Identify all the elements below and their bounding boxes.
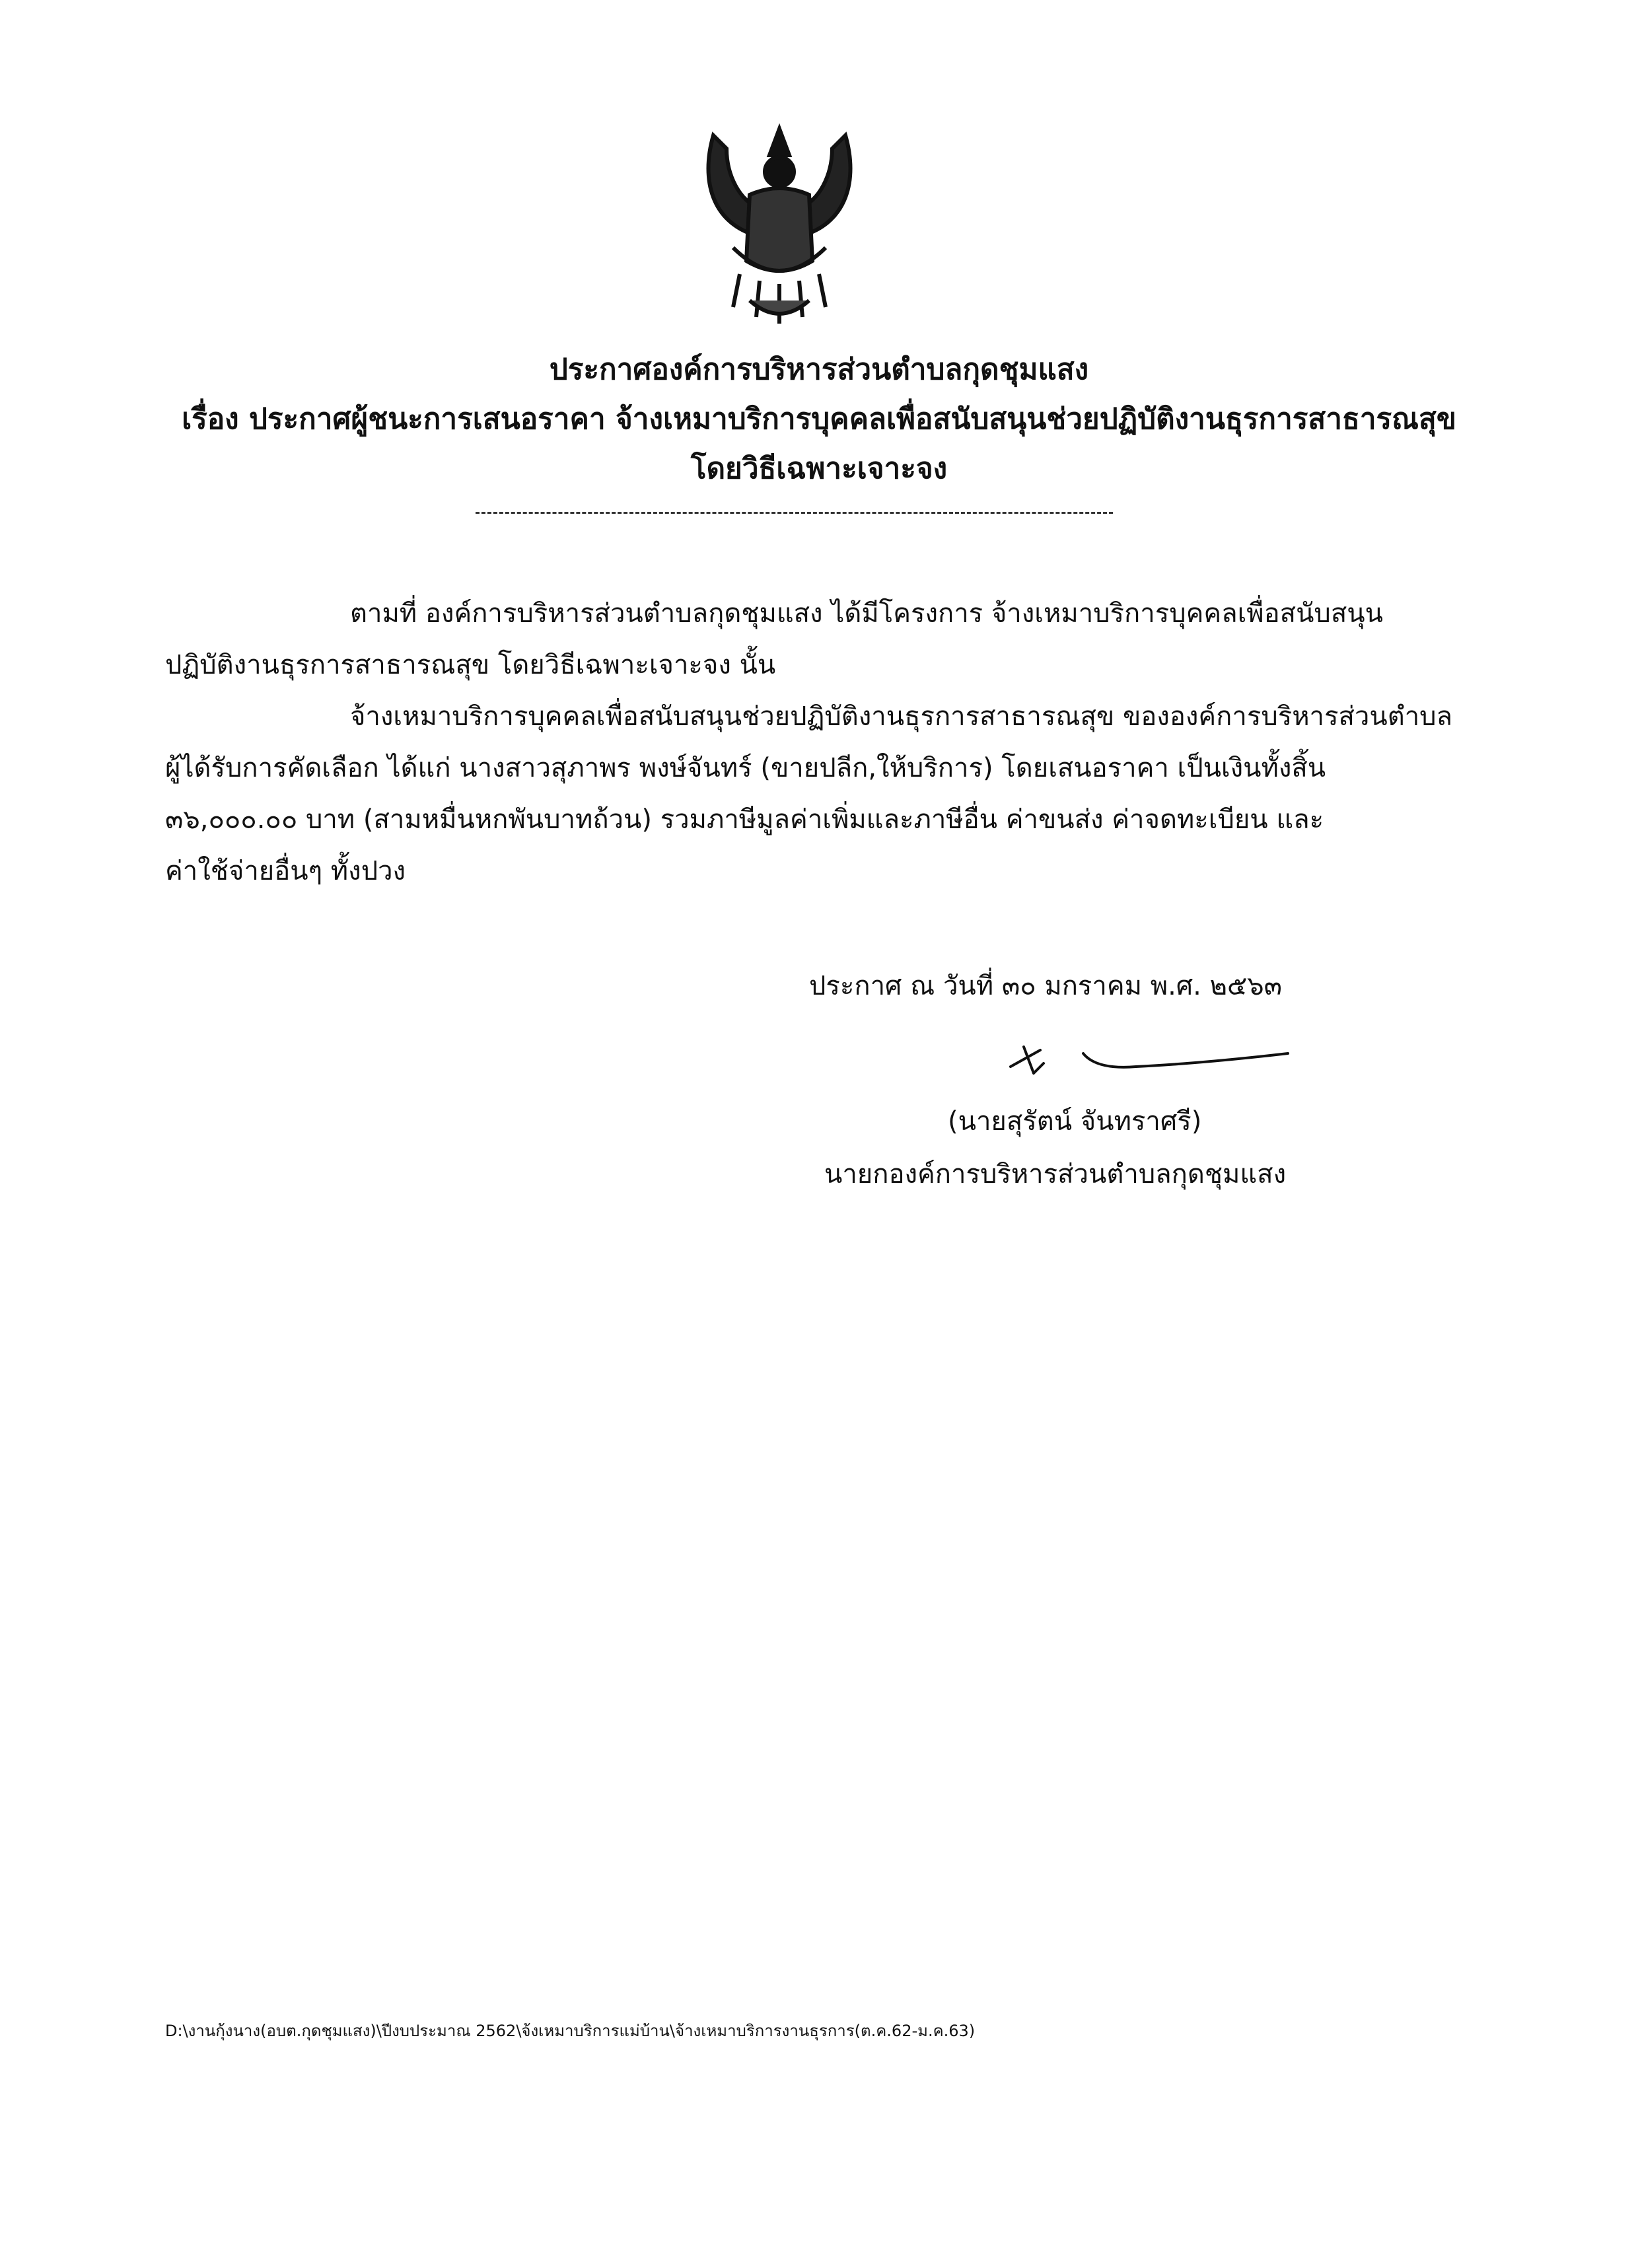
handwritten-signature [1004,1037,1295,1083]
announcement-date: ประกาศ ณ วันที่ ๓๐ มกราคม พ.ศ. ๒๕๖๓ [809,971,1282,1001]
signer-name: (นายสุรัตน์ จันทราศรี) [948,1106,1202,1137]
body-line: ๓๖,๐๐๐.๐๐ บาท (สามหมื่นหกพันบาทถ้วน) รวมภาษีมูลค่าเพิ่มและภาษีอื่น ค่าขนส่ง ค่าจดทะเบียน และ [165,804,1324,835]
announcement-title: ประกาศองค์การบริหารส่วนตำบลกุดชุมแสง [549,353,1089,386]
divider [476,512,1113,514]
body-line: ค่าใช้จ่ายอื่นๆ ทั้งปวง [165,856,406,886]
file-path-footer: D:\งานกุ้งนาง(อบต.กุดชุมแสง)\ปีงบประมาณ 2562\จ้งเหมาบริการแม่บ้าน\จ้างเหมาบริการงานธุรการ(ต.ค.62-ม.ค.63) [165,2022,976,2040]
signer-title: นายกองค์การบริหารส่วนตำบลกุดชุมแสง [824,1159,1287,1189]
announcement-method: โดยวิธีเฉพาะเจาะจง [690,452,948,485]
body-line: ผู้ได้รับการคัดเลือก ได้แก่ นางสาวสุภาพร พงษ์จันทร์ (ขายปลีก,ให้บริการ) โดยเสนอราคา เป็นเงินทั้งสิ้น [165,753,1326,783]
body-line: จ้างเหมาบริการบุคคลเพื่อสนับสนุนช่วยปฏิบัติงานธุรการสาธารณสุข ขององค์การบริหารส่วนตำบล [350,701,1453,732]
garuda-emblem-icon [687,109,872,334]
announcement-subject: เรื่อง ประกาศผู้ชนะการเสนอราคา จ้างเหมาบริการบุคคลเพื่อสนับสนุนช่วยปฏิบัติงานธุรการสาธารณสุข [182,402,1456,436]
body-line: ปฏิบัติงานธุรการสาธารณสุข โดยวิธีเฉพาะเจาะจง นั้น [165,650,776,680]
body-line: ตามที่ องค์การบริหารส่วนตำบลกุดชุมแสง ได้มีโครงการ จ้างเหมาบริการบุคคลเพื่อสนับสนุน [350,598,1383,629]
